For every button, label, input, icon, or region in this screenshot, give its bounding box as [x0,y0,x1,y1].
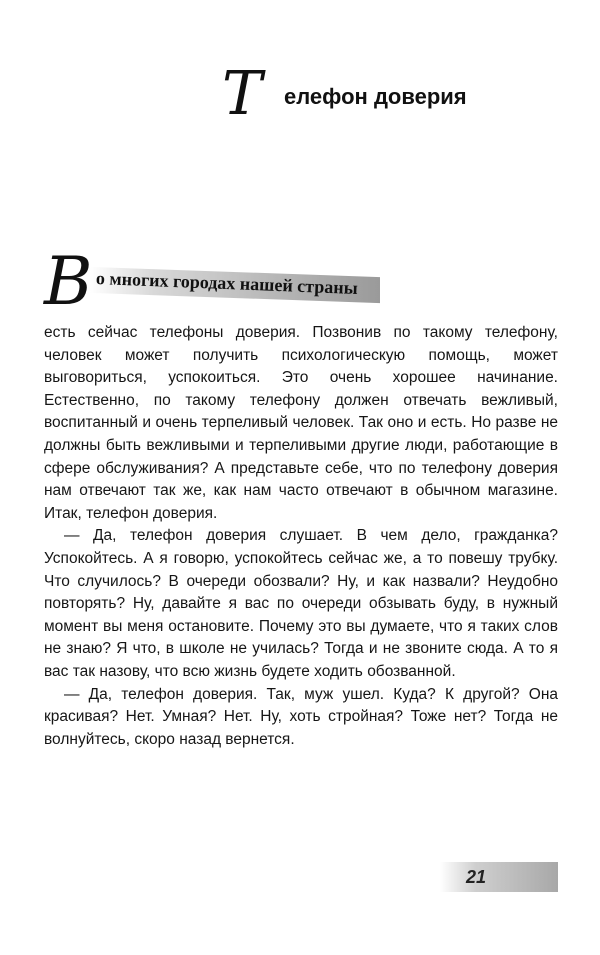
paragraph-2: — Да, телефон доверия слушает. В чем дело, гражданка? Успокойтесь. А я говорю, успокойтесь сейчас же, а то повешу трубку. Что случилось? В очереди обозвали? Ну, и как назвали? Неудобно повторять? Ну, давайте я вас по очереди обзывать буду, в нужный момент вы меня остановите. Почему это вы думаете, что я таких слов не знаю? Я что, в школе не училась? Тогда и не звоните сюда. А то я вас так назову, что всю жизнь будете ходить обозванной. [44,527,558,680]
page-number-box [440,862,558,892]
paragraph-3: — Да, телефон доверия. Так, муж ушел. Куда? К другой? Она красивая? Нет. Умная? Нет. Ну, хоть стройная? Тоже нет? Тогда не волнуйтесь, скоро назад вернется. [44,685,558,748]
page-number: 21 [466,867,487,887]
paragraph-1: есть сейчас телефоны доверия. Позвонив по такому телефону, человек может получить психологическую помощь, может выговориться, успокоиться. Это очень хорошее начинание. Естественно, по такому телефону должен отвечать вежливый, воспитанный и очень терпеливый человек. Так оно и есть. Но разве не должны быть вежливыми и терпеливыми другие люди, работающие в сфере обслуживания? А представьте себе, что по телефону доверия нам отвечают так же, как нам часто отвечают в обычном магазине. Итак, телефон доверия. [44,324,558,522]
body-text [44,322,558,751]
dropcap-lead-text: о многих городах нашей страны [95,268,359,299]
chapter-title-initial: Т [222,59,261,129]
dropcap-letter: В [44,243,93,320]
opening-dropcap-block [44,243,384,320]
chapter-title-text: елефон доверия [284,84,467,109]
chapter-title [222,59,562,129]
